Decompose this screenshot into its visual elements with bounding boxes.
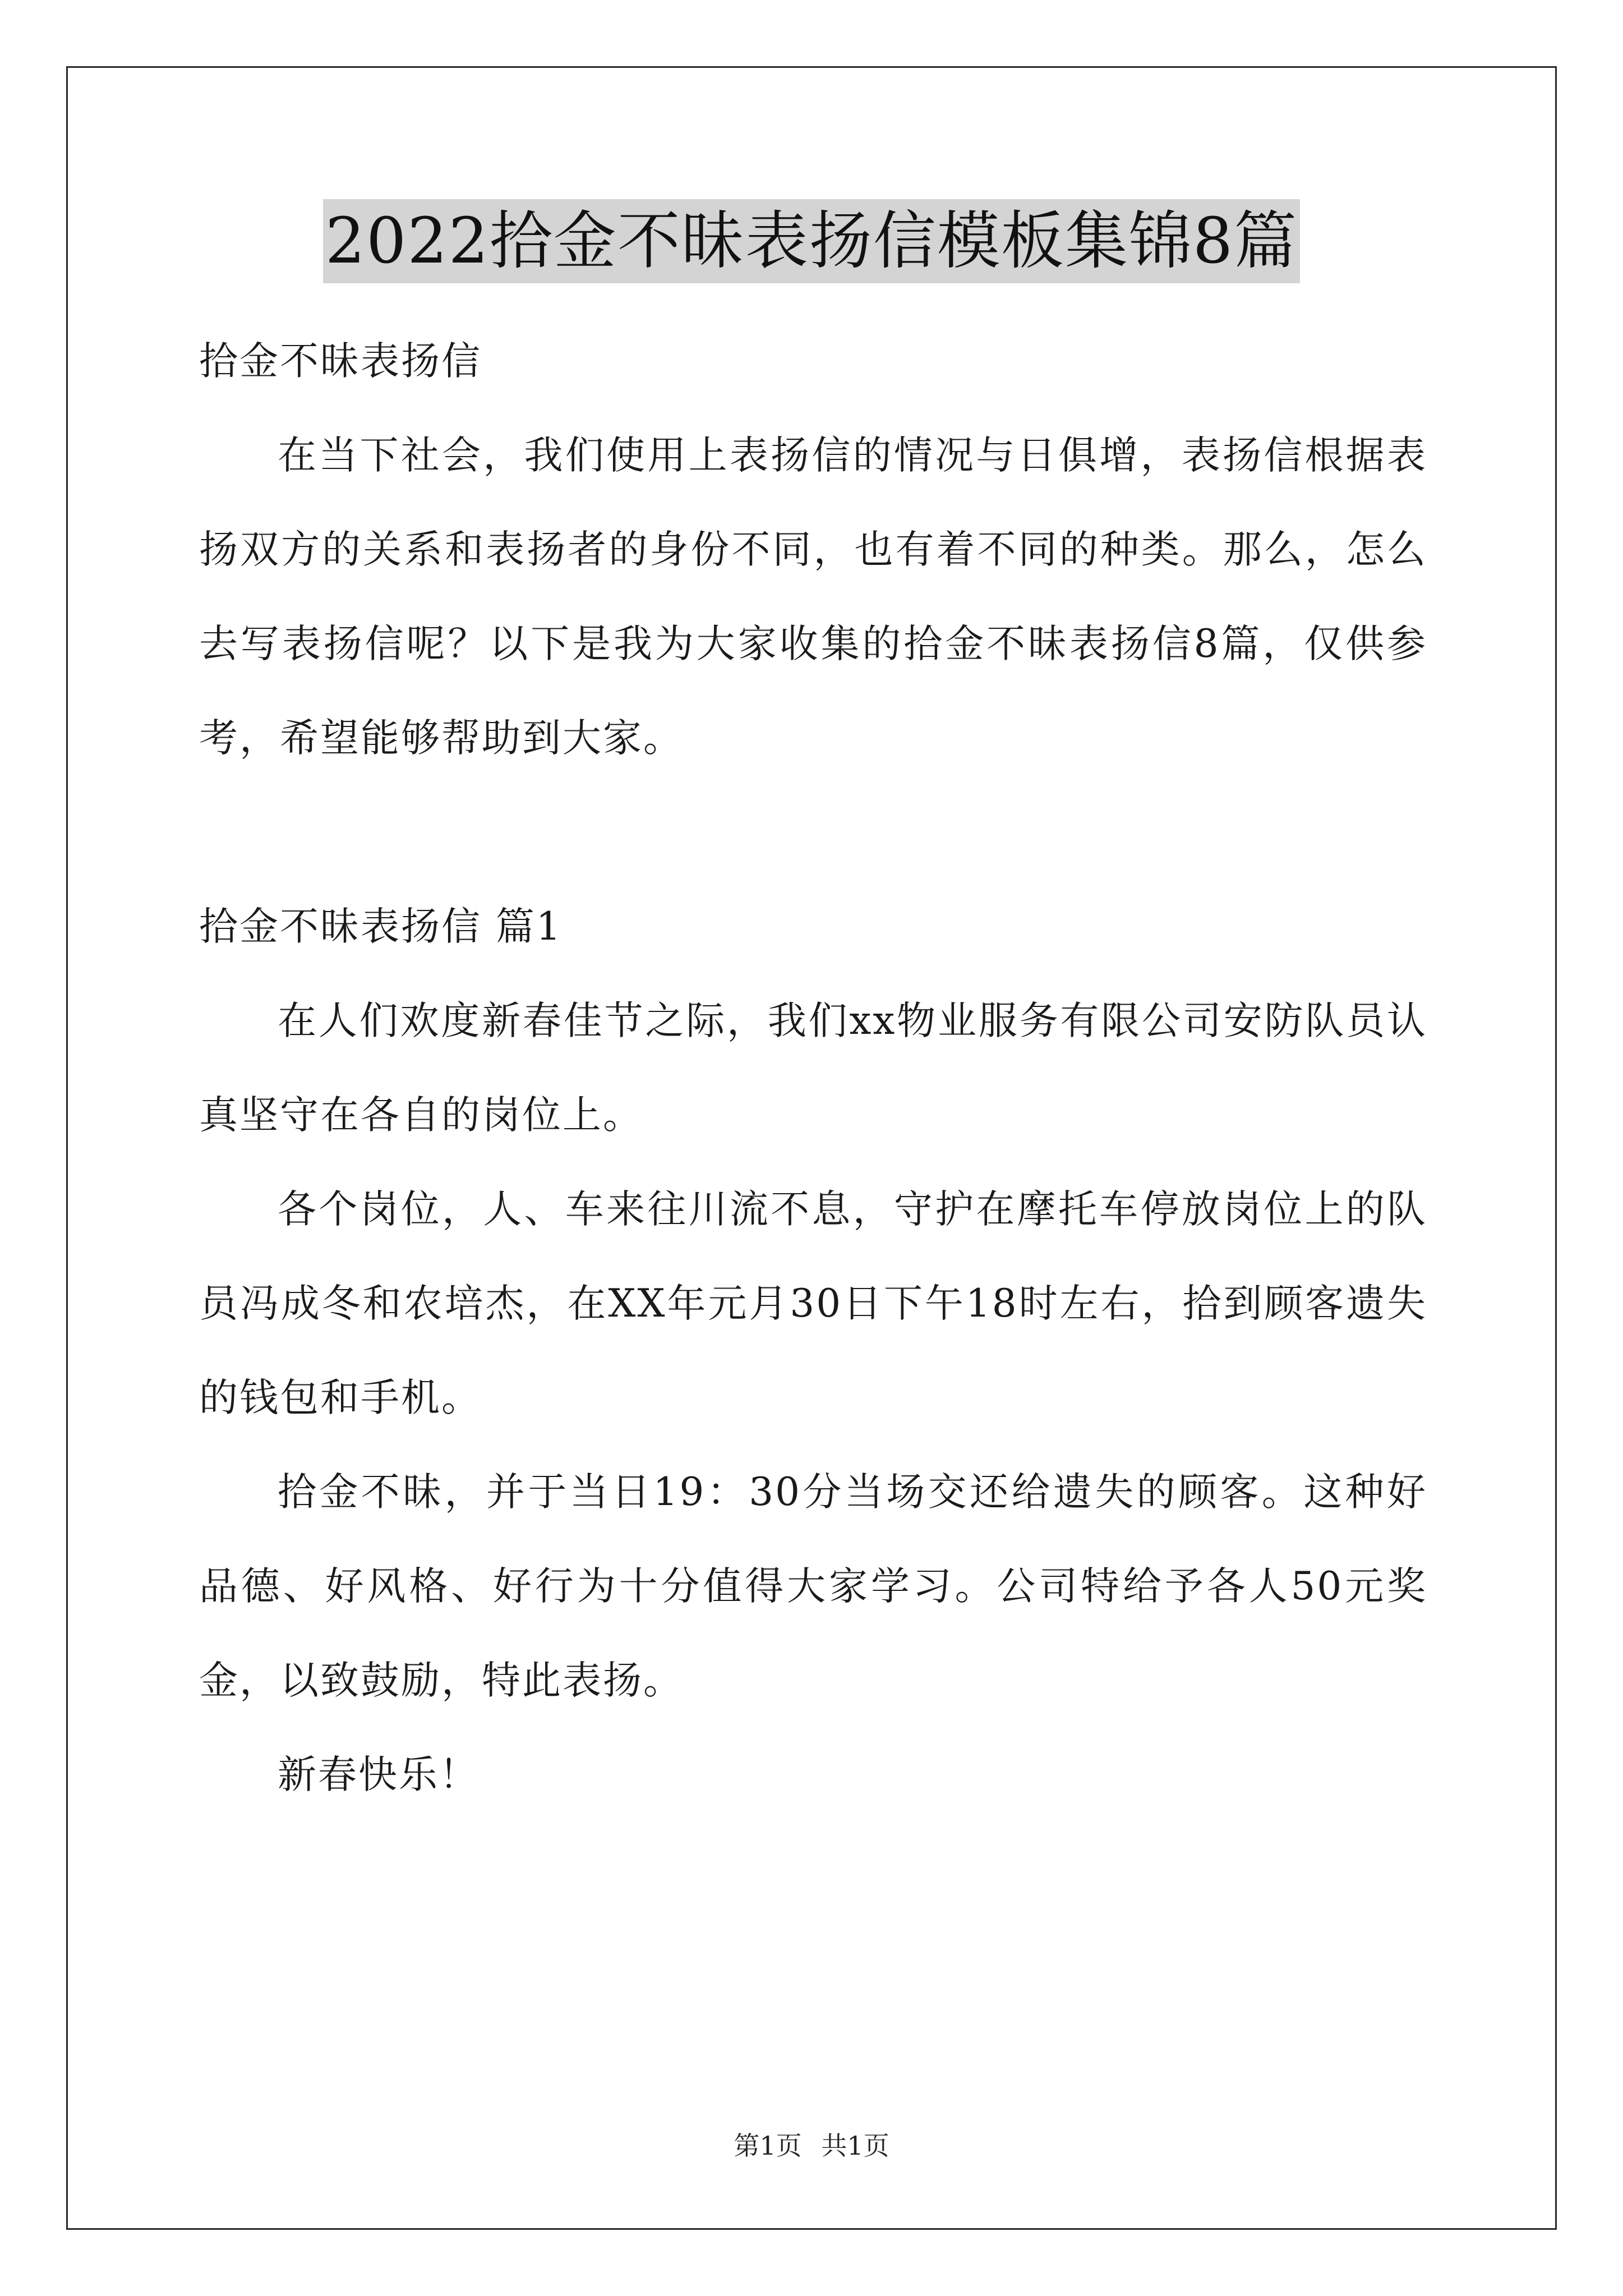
page-number: 第1页 xyxy=(734,2131,802,2161)
intro-heading: 拾金不昧表扬信 xyxy=(199,339,482,384)
title-container xyxy=(0,199,1623,283)
document-title: 2022拾金不昧表扬信模板集锦8篇 xyxy=(323,199,1300,283)
section1-paragraph-1: 在人们欢度新春佳节之际，我们xx物业服务有限公司安防队员认真坚守在各自的岗位上。 xyxy=(199,999,1427,1138)
section-heading-1: 拾金不昧表扬信 篇1 xyxy=(199,904,562,949)
page-footer xyxy=(0,2129,1623,2162)
section1-paragraph-4: 新春快乐！ xyxy=(278,1752,479,1797)
intro-paragraph: 在当下社会，我们使用上表扬信的情况与日俱增，表扬信根据表扬双方的关系和表扬者的身份不同，也有着不同的种类。那么，怎么去写表扬信呢？以下是我为大家收集的拾金不昧表扬信8篇，仅供参考，希望能够帮助到大家。 xyxy=(199,433,1427,761)
section-spacer xyxy=(199,785,1427,880)
page-total: 共1页 xyxy=(821,2131,889,2161)
section1-paragraph-2: 各个岗位，人、车来往川流不息，守护在摩托车停放岗位上的队员冯成冬和农培杰，在XX年元月30日下午18时左右，拾到顾客遗失的钱包和手机。 xyxy=(199,1187,1427,1420)
section1-paragraph-3: 拾金不昧，并于当日19：30分当场交还给遗失的顾客。这种好品德、好风格、好行为十分值得大家学习。公司特给予各人50元奖金，以致鼓励，特此表扬。 xyxy=(199,1470,1427,1703)
document-body xyxy=(199,314,1427,1822)
